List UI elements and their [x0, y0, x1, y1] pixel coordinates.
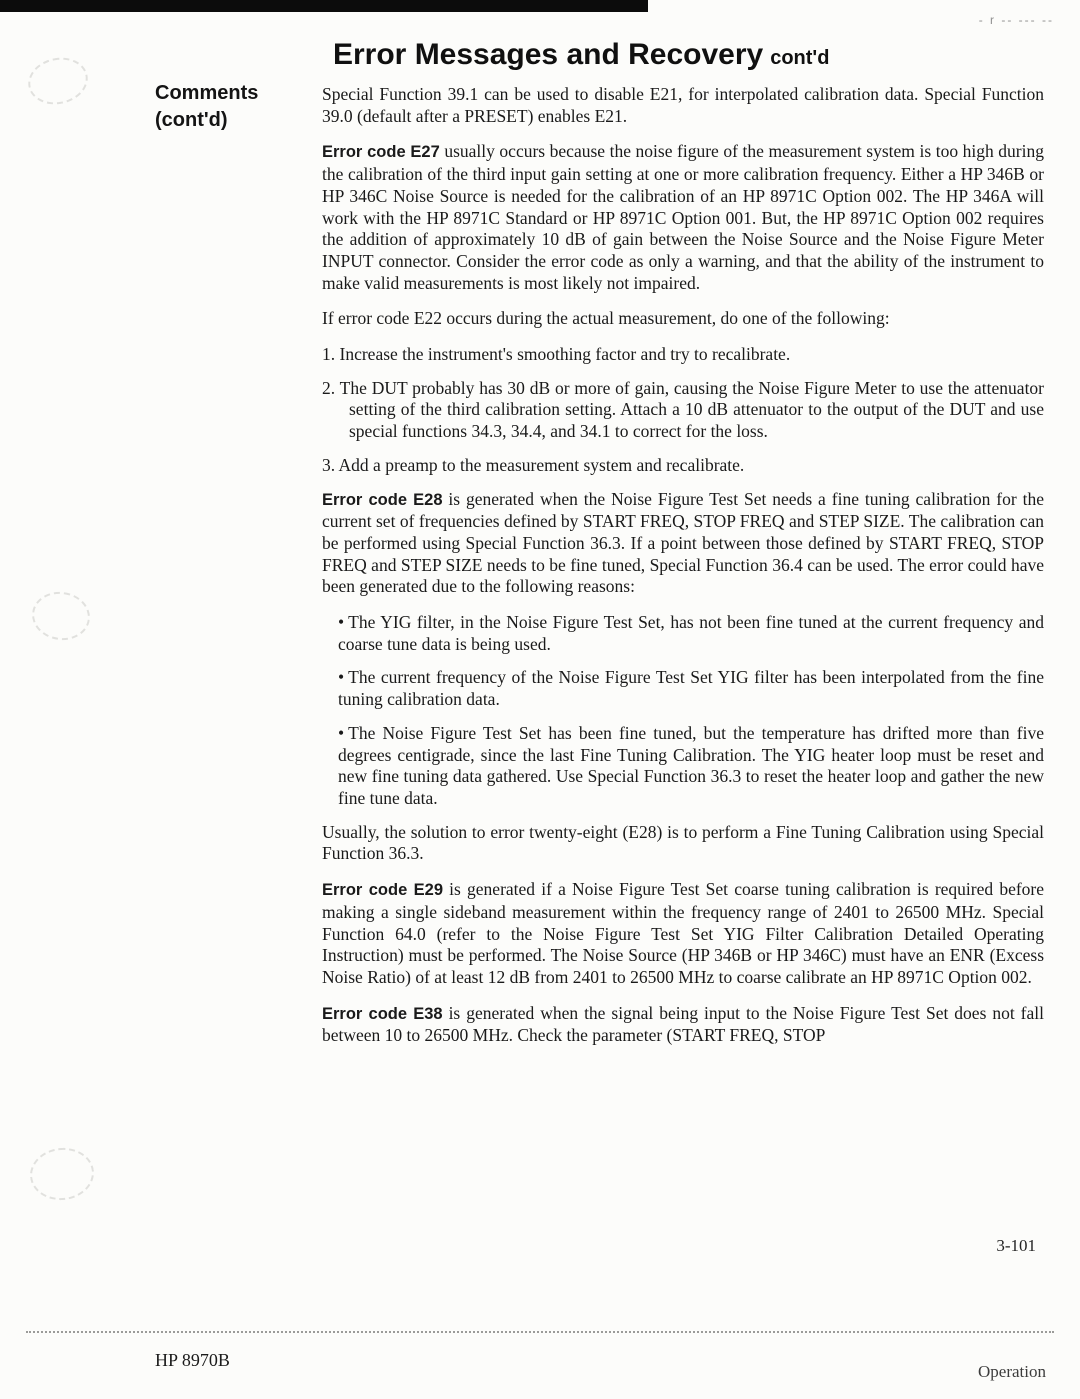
page-title	[333, 38, 829, 72]
list-number: 2.	[322, 377, 336, 398]
list-number: 3.	[322, 454, 336, 475]
paragraph-error-e28	[322, 489, 1044, 599]
list-item	[322, 344, 1044, 366]
bullet-item-text: The YIG filter, in the Noise Figure Test Set, has not been fine tuned at the current frequency and coarse tune data is being used.	[338, 612, 1044, 654]
bullet-item	[338, 667, 1044, 710]
bullet-icon: •	[338, 667, 345, 688]
bullet-item-text: The Noise Figure Test Set has been fine tuned, but the temperature has drifted more than five degrees centigrade, since the last Fine Tuning Calibration. The YIG heater loop must be reset and new fine tuning data gathered. Use Special Function 36.3 to reset the heater loop and gather the new fine tune data.	[338, 722, 1044, 808]
page-title-suffix: cont'd	[770, 47, 830, 69]
bullet-icon: •	[338, 722, 345, 743]
scan-smudge-artifact	[24, 52, 92, 109]
sidebar-label-line1: Comments	[155, 82, 259, 104]
sidebar-label-line2: (cont'd)	[155, 109, 228, 131]
paragraph-e28-solution: Usually, the solution to error twenty-eight (E28) is to perform a Fine Tuning Calibration using Special Function 36.3.	[322, 821, 1044, 864]
paragraph-error-e29	[322, 879, 1044, 989]
error-code-e29-text: is generated if a Noise Figure Test Set coarse tuning calibration is required before making a single sideband measurement within the frequency range of 2401 to 26500 MHz. Special Function 64.0 (refer to the Noise Figure Test Set YIG Filter Calibration Detailed Operating Instruction) must be performed. The Noise Source (HP 346B or HP 346C) must have an ENR (Excess Noise Ratio) of at least 12 dB from 2401 to 26500 MHz to coarse calibrate an HP 8971C Option 002.	[322, 879, 1045, 987]
error-code-e38-lead: Error code E38	[322, 1004, 443, 1023]
error-code-e38-text: is generated when the signal being input to the Noise Figure Test Set does not fall between 10 to 26500 MHz. Check the parameter (START FREQ, STOP	[322, 1002, 1045, 1046]
footer-dotted-divider	[26, 1331, 1054, 1333]
paragraph-special-function-39: Special Function 39.1 can be used to disable E21, for interpolated calibration data. Special Function 39.0 (default after a PRESET) enables E21.	[322, 84, 1044, 126]
scan-smudge-artifact	[29, 588, 93, 644]
bullet-icon: •	[338, 612, 345, 633]
error-code-e27-lead: Error code E27	[322, 143, 440, 162]
list-item-text: Add a preamp to the measurement system and recalibrate.	[338, 454, 745, 475]
list-item-text: The DUT probably has 30 dB or more of gain, causing the Noise Figure Meter to use the attenuator setting of the third calibration setting. Attach a 10 dB attenuator to the output of the DUT and use special functions 34.3, 34.4, and 34.1 to correct for the loss.	[339, 377, 1045, 442]
footer-model-number: HP 8970B	[155, 1350, 230, 1370]
bullet-item	[338, 612, 1044, 655]
list-item-text: Increase the instrument's smoothing factor and try to recalibrate.	[339, 344, 791, 365]
paragraph-error-e22-intro: If error code E22 occurs during the actual measurement, do one of the following:	[322, 308, 890, 329]
page-title-text: Error Messages and Recovery	[333, 38, 764, 71]
page-number: 3-101	[996, 1236, 1036, 1255]
body-text-column	[322, 84, 1044, 1061]
sidebar-label	[155, 80, 258, 134]
list-item	[322, 378, 1044, 443]
error-code-e29-lead: Error code E29	[322, 881, 443, 900]
error-code-e27-text: usually occurs because the noise figure of the measurement system is too high during the calibration of the third input gain setting at one or more calibration frequency. Either a HP 346B or HP 346C Noise Source is needed for the calibration of an HP 8971C Option 002. The HP 346A will work with the HP 8971C Standard or HP 8971C Option 001. But, the HP 8971C Option 002 requires the addition of approximately 10 dB of gain between the Noise Source and the Noise Figure Meter INPUT connector. Consider the error code as only a warning, and that the ability of the instrument to make valid measurements is most likely not impaired.	[322, 141, 1044, 293]
list-number: 1.	[322, 344, 336, 365]
header-bleed-artifact: - r -- --- --	[978, 13, 1054, 27]
paragraph-error-e27	[322, 141, 1044, 294]
error-code-e28-text: is generated when the Noise Figure Test Set needs a fine tuning calibration for the current set of frequencies defined by START FREQ, STOP FREQ and STEP SIZE. The calibration can be performed using Special Function 36.3. If a point between those defined by START FREQ, STOP FREQ and STEP SIZE needs to be fine tuned, Special Function 36.4 can be used. The error could have been generated due to the following reasons:	[322, 488, 1045, 597]
scan-edge-artifact	[0, 0, 648, 12]
footer-section-label: Operation	[978, 1362, 1046, 1381]
list-item	[322, 455, 1044, 477]
error-code-e28-lead: Error code E28	[322, 490, 443, 509]
paragraph-error-e38	[322, 1003, 1044, 1047]
bullet-item	[338, 723, 1044, 810]
bullet-item-text: The current frequency of the Noise Figure Test Set YIG filter has been interpolated from the fine tuning calibration data.	[338, 667, 1044, 710]
scan-smudge-artifact	[27, 1145, 96, 1203]
